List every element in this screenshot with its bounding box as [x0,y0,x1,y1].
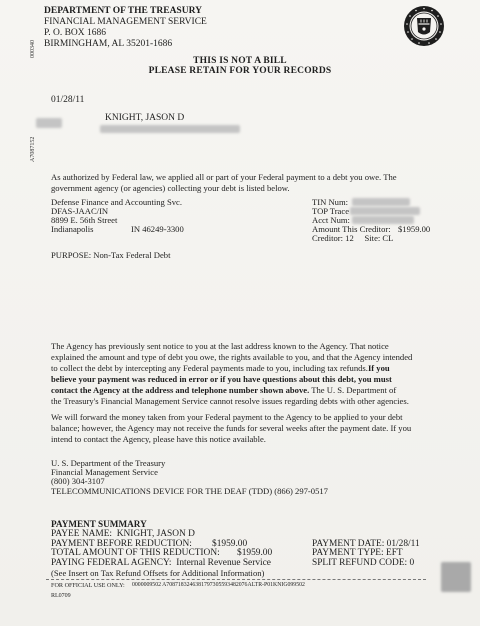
treasury-seal-icon [403,5,445,47]
acct-label: Acct Num: [312,215,350,225]
redacted-tin [352,198,410,206]
para1-line-6: the Treasury's Financial Management Service cannot resolve issues regarding debts with other agencies. [51,396,409,406]
summary-payee: PAYEE NAME: KNIGHT, JASON D [51,529,195,539]
retain-notice: PLEASE RETAIN FOR YOUR RECORDS [148,66,332,76]
redacted-acct [352,216,414,224]
contact-tdd: TELECOMMUNICATIONS DEVICE FOR THE DEAF (TDD) (866) 297-0517 [51,486,328,496]
footer-divider [46,579,426,580]
side-code-top: 000340 [30,40,36,58]
purpose: PURPOSE: Non-Tax Federal Debt [51,250,171,260]
para1-line-1: The Agency has previously sent notice to you at the last address known to the Agency. That notice [51,341,389,351]
para1-line-5 [51,385,396,396]
summary-total-label: TOTAL AMOUNT OF THIS REDUCTION: [51,548,220,558]
creditor-name: Defense Finance and Accounting Svc. [51,197,183,207]
tin-label: TIN Num: [312,197,349,207]
creditor-state-zip: IN 46249-3300 [131,224,184,234]
intro-line-2: government agency (or agencies) collecting your debt is listed below. [51,183,290,193]
summary-split-code: SPLIT REFUND CODE: 0 [312,558,415,568]
trace-label: TOP Trace [312,206,350,216]
summary-insert: (See Insert on Tax Refund Offsets for Additional Information) [51,568,265,578]
para1-line-5b: The U. S. Department of [309,385,397,395]
summary-total-value: $1959.00 [237,548,273,558]
para1-line-2: explained the amount and type of debt you owe, the rights available to you, and that the Agency intended [51,352,413,362]
para1-line-4: believe your payment was reduced in error or if you have questions about this debt, you must [51,374,392,384]
creditor-unit: DFAS-JAAC/IN [51,206,109,216]
para1-line-5a: contact the Agency at the address and telephone number shown above. [51,385,310,395]
letter-date: 01/28/11 [51,95,85,105]
summary-pay-date: PAYMENT DATE: 01/28/11 [312,539,420,549]
summary-pay-type: PAYMENT TYPE: EFT [312,548,403,558]
para1-line-3b: If you [367,363,390,373]
contact-line-1: U. S. Department of the Treasury [51,458,166,468]
recipient-name: KNIGHT, JASON D [105,113,185,123]
summary-agency: PAYING FEDERAL AGENCY: Internal Revenue Service [51,558,271,568]
amount-creditor-label: Amount This Creditor: [312,224,391,234]
summary-heading: PAYMENT SUMMARY [51,519,147,529]
para1-line-3a: to collect the debt by intercepting any Federal payments made to you, including tax refunds. [51,363,368,373]
summary-before-label: PAYMENT BEFORE REDUCTION: [51,539,192,549]
redacted-barcode [36,118,62,128]
not-a-bill-notice: THIS IS NOT A BILL [193,56,287,66]
para2-line-3: intend to contact the Agency, please have this notice available. [51,434,266,444]
contact-phone: (800) 304-3107 [51,476,105,486]
sender-service: FINANCIAL MANAGEMENT SERVICE [44,17,207,27]
redacted-corner-mark [441,562,471,592]
intro-line-1: As authorized by Federal law, we applied all or part of your Federal payment to a debt you owe. The [51,172,397,182]
creditor-site: Creditor: 12 Site: CL [312,233,394,243]
redacted-address [100,125,240,133]
contact-line-2: Financial Management Service [51,467,158,477]
creditor-street: 8899 E. 56th Street [51,215,118,225]
para1-line-3 [51,363,390,374]
sender-pobox: P. O. BOX 1686 [44,28,107,38]
creditor-city: Indianapolis [51,224,94,234]
amount-creditor-value: $1959.00 [398,224,431,234]
side-code-mid: A7087152 [30,136,36,162]
form-number: RL0709 [51,593,71,599]
sender-dept: DEPARTMENT OF THE TREASURY [44,6,202,16]
summary-before-value: $1959.00 [212,539,248,549]
official-use-code: 0000009502 A7087183246381797305593482076ALTR-P01KNIG099502 [132,582,305,588]
sender-city: BIRMINGHAM, AL 35201-1686 [44,39,173,49]
official-use-label: FOR OFFICIAL USE ONLY: [51,582,125,589]
redacted-trace [350,207,420,215]
para2-line-1: We will forward the money taken from your Federal payment to the Agency to be applied to your debt [51,412,403,422]
para2-line-2: balance; however, the Agency may not receive the funds for several weeks after the payment date. If you [51,423,412,433]
